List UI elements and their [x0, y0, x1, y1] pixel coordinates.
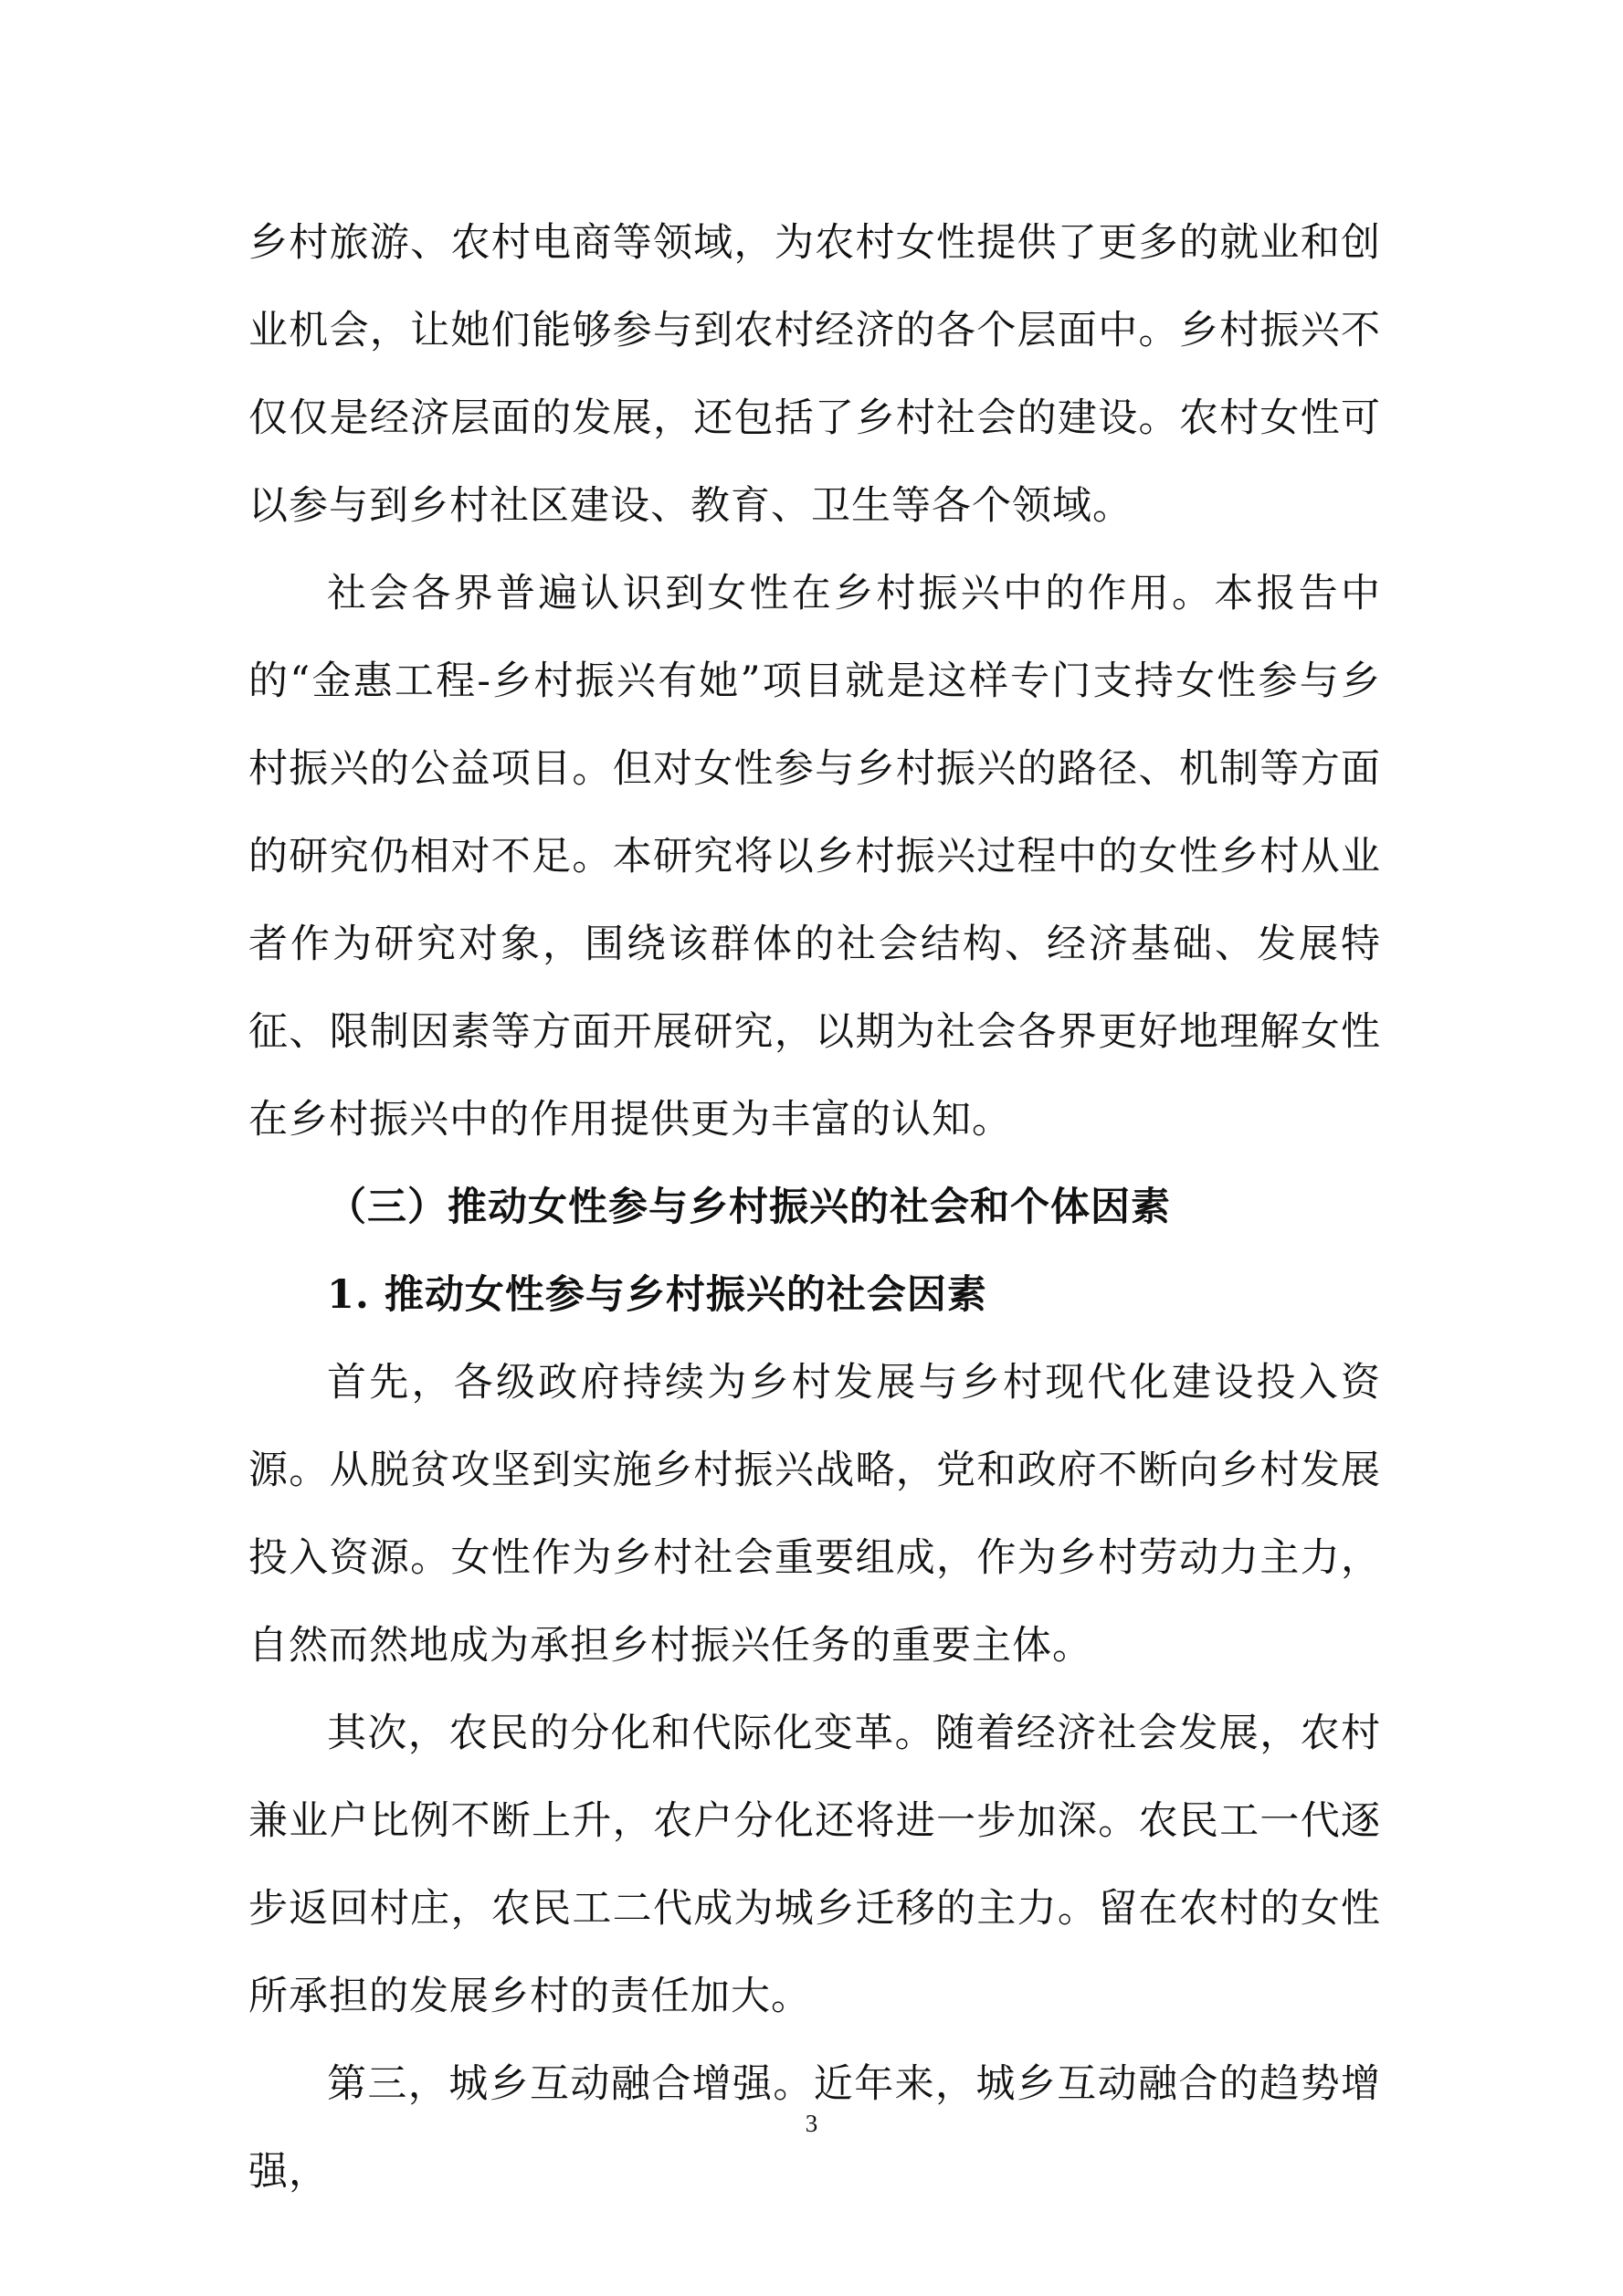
paragraph-first-factor: 首先，各级政府持续为乡村发展与乡村现代化建设投入资源。从脱贫攻坚到实施乡村振兴战略，党和政府不断向乡村发展投入资源。女性作为乡村社会重要组成，作为乡村劳动力主力，自然而然地成为承担乡村振兴任务的重要主体。: [248, 1360, 1381, 1669]
page-number: 3: [805, 2110, 818, 2137]
section-heading: （三）推动女性参与乡村振兴的社会和个体因素: [327, 1185, 1171, 1230]
subsection-heading: 1. 推动女性参与乡村振兴的社会因素: [327, 1272, 987, 1318]
paragraph-third-factor: 第三，城乡互动融合增强。近年来，城乡互动融合的趋势增强，: [248, 2061, 1381, 2195]
paragraph-second-factor: 其次，农民的分化和代际化变革。随着经济社会发展，农村兼业户比例不断上升，农户分化还将进一步加深。农民工一代逐步返回村庄，农民工二代成为城乡迁移的主力。留在农村的女性所承担的发展乡村的责任加大。: [248, 1711, 1381, 2019]
paragraph-research-context: 社会各界普遍认识到女性在乡村振兴中的作用。本报告中的“金惠工程-乡村振兴有她”项目就是这样专门支持女性参与乡村振兴的公益项目。但对女性参与乡村振兴的路径、机制等方面的研究仍相对不足。本研究将以乡村振兴过程中的女性乡村从业者作为研究对象，围绕该群体的社会结构、经济基础、发展特征、限制因素等方面开展研究，以期为社会各界更好地理解女性在乡村振兴中的作用提供更为丰富的认知。: [248, 571, 1381, 1143]
paragraph-continued: 乡村旅游、农村电商等领域，为农村女性提供了更多的就业和创业机会，让她们能够参与到农村经济的各个层面中。乡村振兴不仅仅是经济层面的发展，还包括了乡村社会的建设。农村女性可以参与到乡村社区建设、教育、卫生等各个领域。: [248, 220, 1381, 529]
document-body: [248, 199, 1381, 2216]
